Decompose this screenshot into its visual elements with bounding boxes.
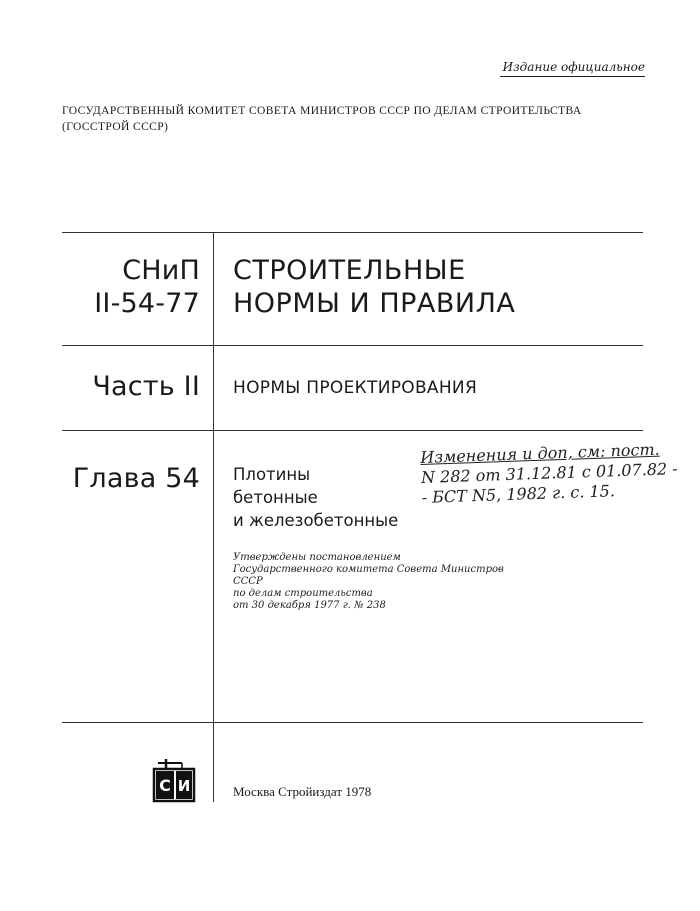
- snip-code-line-2: II-54-77: [94, 288, 200, 319]
- approval-line-4: от 30 декабря 1977 г. № 238: [233, 600, 386, 611]
- edition-label: Издание официальное: [500, 60, 645, 77]
- svg-text:И: И: [177, 777, 191, 795]
- handwritten-note-line-3: - БСТ N5, 1982 г. с. 15.: [421, 481, 616, 507]
- approval-line-3: по делам строительства: [233, 588, 373, 599]
- divider-chapter: [62, 430, 643, 431]
- part-label: Часть II: [92, 371, 200, 402]
- handwritten-note: [420, 439, 692, 508]
- document-title-line-1: СТРОИТЕЛЬНЫЕ: [233, 255, 466, 286]
- snip-code-line-1: СНиП: [122, 255, 200, 286]
- chapter-title: [233, 463, 398, 532]
- publisher-info: Москва Стройиздат 1978: [233, 784, 372, 799]
- divider-top: [62, 232, 643, 233]
- handwritten-note-line-2: N 282 от 31.12.81 с 01.07.82 -: [420, 459, 678, 487]
- publisher-logo-icon: [152, 757, 198, 803]
- chapter-label: Глава 54: [72, 463, 200, 494]
- svg-text:С: С: [159, 776, 171, 795]
- part-title: НОРМЫ ПРОЕКТИРОВАНИЯ: [233, 378, 478, 398]
- chapter-title-line-3: и железобетонные: [233, 511, 399, 530]
- divider-part: [62, 345, 643, 346]
- snip-code: [94, 254, 200, 320]
- document-title: [233, 254, 515, 320]
- approval-line-1: Утверждены постановлением: [233, 552, 401, 563]
- divider-bottom: [62, 722, 643, 723]
- publisher-logo-graphic: [152, 757, 198, 803]
- approval-line-2: Государственного комитета Совета Министров СССР: [233, 564, 504, 587]
- organization-header: [62, 103, 652, 135]
- organization-line-1: ГОСУДАРСТВЕННЫЙ КОМИТЕТ СОВЕТА МИНИСТРОВ СССР ПО ДЕЛАМ СТРОИТЕЛЬСТВА: [62, 105, 582, 117]
- handwritten-note-line-1: Изменения и доп, см: пост.: [420, 439, 660, 467]
- divider-vertical: [213, 232, 214, 802]
- approval-note: [233, 552, 533, 612]
- chapter-title-line-1: Плотины: [233, 465, 311, 484]
- chapter-title-line-2: бетонные: [233, 488, 318, 507]
- document-title-line-2: НОРМЫ И ПРАВИЛА: [233, 288, 516, 319]
- organization-line-2: (ГОССТРОЙ СССР): [62, 121, 169, 133]
